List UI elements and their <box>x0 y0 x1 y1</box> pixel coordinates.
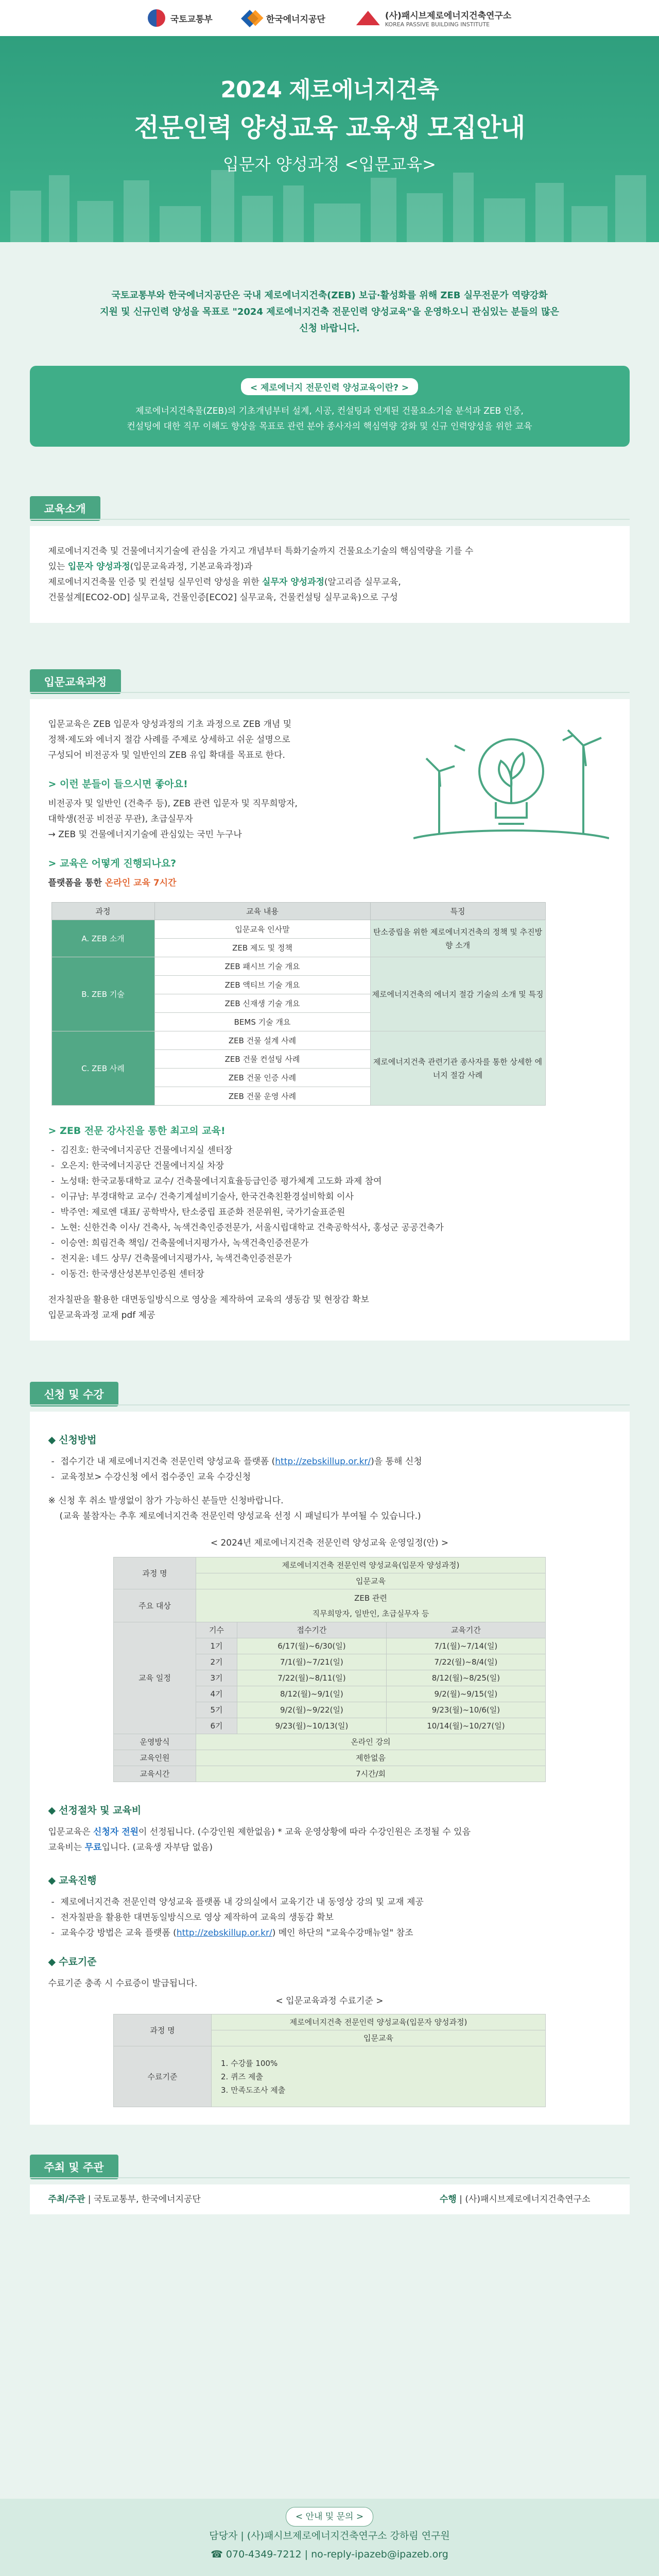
course-item: ZEB 패시브 기술 개요 <box>154 957 370 976</box>
course-table-header: 특징 <box>370 903 545 920</box>
korea-emblem-icon <box>148 9 165 27</box>
schedule-title: < 2024년 제로에너지건축 전문인력 양성교육 운영일정(안) > <box>210 1538 449 1548</box>
instructor-item: - 오은지: 한국에너지공단 건물에너지실 차장 <box>48 1158 611 1174</box>
section-header-org: 주최 및 주관 <box>30 2155 630 2178</box>
kea-mark-icon <box>244 9 261 27</box>
certificate-table-title: < 입문교육과정 수료기준 > <box>275 1996 384 2006</box>
course-feature: 제로에너지건축의 에너지 절감 기술의 소개 및 특징 <box>370 957 545 1031</box>
certificate-heading: ◆ 수료기준 <box>48 1954 611 1970</box>
course-feature: 탄소중립을 위한 제로에너지건축의 정책 및 추진방향 소개 <box>370 920 545 957</box>
schedule-row: 1기 6/17(월)~6/30(일) 7/1(월)~7/14(일) <box>114 1638 546 1654</box>
house-mark-icon <box>356 11 380 25</box>
course-item: ZEB 액티브 기술 개요 <box>154 976 370 994</box>
hero-title-main: 전문인력 양성교육 교육생 모집안내 <box>134 113 525 143</box>
summary-box: < 제로에너지 전문인력 양성교육이란? > 제로에너지건축물(ZEB)의 기초개념부터 설계, 시공, 컨설팅과 연계된 건물요소기술 분석과 ZEB 인증, 컨설팅에 대한 직무 이해도 향상을 목표로 관련 분야 종사자의 핵심역량 강화 및 신규 인력양성을 위한 교육 <box>30 366 630 447</box>
course-item: ZEB 신재생 기술 개요 <box>154 994 370 1013</box>
org-card: 주최/주관 | 국토교통부, 한국에너지공단 수행 | (사)패시브제로에너지건축연구소 <box>30 2184 630 2214</box>
apply-card: ◆ 신청방법 - 접수기간 내 제로에너지건축 전문인력 양성교육 플랫폼 (http://zebskillup.or.kr/)을 통해 신청 - 교육정보> 수강신청 에서 접수중인 교육 수강신청 ※ 신청 후 취소 발생없이 참가 가능하신 분들만 신청바랍니다. (교육 불참자는 추후 제로에너지건축 전문인력 양성교육 선정 시 패널티가 부여될 수 있습니다.) < 2024년 제로에너지건축 전문인력 양성교육 운영일정(안) > 과정 명 제로에너지건축 전문인력 양성교육(입문자 양성과정) 입문교육 주요 대상 ZEB 관련 직무희망자, 일반인, 초급실무자 등 교육 일정 기수 접수기간 교육기간 1기 6/17(월)~6/30(일) 7/1(월)~7/14(일) 2기 7/1(월)~7/21(일) 7/22(월)~8/4(일) 3기 7/22(월)~8/11(일) 8/12(월)~8/25(일) 4기 8/12(월)~9/1(일) 9/2(월)~9/15(일) 5기 9/2(월)~9/22(일) 9/23(월)~10/6(일) 6기 9/23(월)~10/13(일) 10/14(월)~10/27(일) 운영방식 온라인 강의 교육인원 제한없음 교육시간 7시간/회 ◆ 선정절차 및 교육비 입문교육은 신청자 전원이 선정됩니다. (수강인원 제한없음) * 교육 운영상황에 따라 수강인원은 조정될 수 있음 교육비는 무료입니다. (교육생 자부담 없음) ◆ 교육진행 - 제로에너지건축 전문인력 양성교육 플랫폼 내 강의실에서 교육기간 내 동영상 강의 및 교재 제공 - 전자칠판을 활용한 대면동일방식으로 영상 제작하여 교육의 생동감 확보 - 교육수강 방법은 교육 플랫폼 (http://zebskillup.or.kr/) 메인 하단의 "교육수강매뉴얼" 참조 ◆ 수료기준 수료기준 충족 시 수료증이 발급됩니다. < 입문교육과정 수료기준 > 과정 명 제로에너지건축 전문인력 양성교육(입문자 양성과정) 입문교육 수료기준 1. 수강률 100% 2. 퀴즈 제출 3. 만족도조사 제출 <box>30 1412 630 2125</box>
schedule-row: 4기 8/12(월)~9/1(일) 9/2(월)~9/15(일) <box>114 1686 546 1702</box>
course-area: A. ZEB 소개 <box>51 920 154 957</box>
course-item: ZEB 건물 인증 사례 <box>154 1069 370 1087</box>
instructor-item: - 노현: 신한건축 이사/ 건축사, 녹색건축인증전문가, 서울시립대학교 건축공학석사, 홍성군 공공건축가 <box>48 1220 611 1235</box>
course-item: ZEB 제도 및 정책 <box>154 939 370 957</box>
contact-person: 담당자 | (사)패시브제로에너지건축연구소 강하림 연구원 <box>209 2530 450 2541</box>
apply-method-heading: ◆ 신청방법 <box>48 1432 611 1448</box>
city-skyline-illustration <box>0 160 659 242</box>
instructor-item: - 이동건: 한국생산성본부인증원 센터장 <box>48 1266 611 1282</box>
section-header-apply: 신청 및 수강 <box>30 1382 630 1405</box>
hero-subtitle: 입문자 양성과정 <입문교육> <box>222 155 436 174</box>
certificate-table: 과정 명 제로에너지건축 전문인력 양성교육(입문자 양성과정) 입문교육 수료기준 1. 수강률 100% 2. 퀴즈 제출 3. 만족도조사 제출 <box>113 2014 546 2107</box>
course-table <box>51 902 546 1106</box>
schedule-row: 6기 9/23(월)~10/13(일) 10/14(월)~10/27(일) <box>114 1718 546 1734</box>
course-item: 입문교육 인사말 <box>154 920 370 939</box>
schedule-row: 3기 7/22(월)~8/11(일) 8/12(월)~8/25(일) <box>114 1670 546 1686</box>
instructor-item: - 전지윤: 네드 상무/ 건축물에너지평가사, 녹색건축인증전문가 <box>48 1251 611 1266</box>
instructor-item: - 이승연: 희림건축 책임/ 건축물에너지평가사, 녹색건축인증전문가 <box>48 1235 611 1251</box>
hero-banner <box>0 36 659 242</box>
instructor-item: - 노성태: 한국교통대학교 교수/ 건축물에너지효율등급인증 평가체계 고도화 과제 참여 <box>48 1174 611 1189</box>
intro-course-card: 입문교육은 ZEB 입문자 양성과정의 기초 과정으로 ZEB 개념 및 정책·제도와 에너지 절감 사례를 주제로 상세하고 쉬운 설명으로 구성되어 비전공자 및 일반인의 ZEB 유입 확대를 목표로 한다. > 이런 분들이 들으시면 좋아요! 비전공자 및 일반인 (건축주 등), ZEB 관련 입문자 및 직무희망자, 대학생(전공 비전공 무관), 초급실무자 → ZEB 및 건물에너지기술에 관심있는 국민 누구나 > 교육은 어떻게 진행되나요? 플랫폼을 통한 온라인 교육 7시간 과정 교육 내용 특징 A. ZEB 소개 입문교육 인사말 탄소중립을 위한 제로에너지건축의 정책 및 추진방향 소개 ZEB 제도 및 정책 B. ZEB 기술 ZEB 패시브 기술 개요 제로에너지건축의 에너지 절감 기술의 소개 및 특징 ZEB 액티브 기술 개요 ZEB 신재생 기술 개요 BEMS 기술 개요 C. ZEB 사례 ZEB 건물 설계 사례 제로에너지건축 관련기관 종사자를 통한 상세한 에너지 절감 사례 ZEB 건물 컨설팅 사례 ZEB 건물 인증 사례 ZEB 건물 운영 사례 > ZEB 전문 강사진을 통한 최고의 교육! - 김진호: 한국에너지공단 건물에너지실 센터장 - 오은지: 한국에너지공단 건물에너지실 차장 - 노성태: 한국교통대학교 교수/ 건축물에너지효율등급인증 평가체계 고도화 과제 참여 - 이규남: 부경대학교 교수/ 건축기계설비기술사, 한국건축친환경설비학회 이사 - 박주연: 제로엔 대표/ 공학박사, 탄소중립 표준화 전문위원, 국가기술표준원 - 노현: 신한건축 이사/ 건축사, 녹색건축인증전문가, 서울시립대학교 건축공학석사, 홍성군 공공건축가 - 이승연: 희림건축 책임/ 건축물에너지평가사, 녹색건축인증전문가 - 전지윤: 네드 상무/ 건축물에너지평가사, 녹색건축인증전문가 - 이동건: 한국생산성본부인증원 센터장 전자칠판을 활용한 대면동일방식으로 영상을 제작하여 교육의 생동감 및 현장감 확보 입문교육과정 교재 pdf 제공 <box>30 699 630 1341</box>
course-table-header: 교육 내용 <box>154 903 370 920</box>
summary-tag: < 제로에너지 전문인력 양성교육이란? > <box>241 378 418 395</box>
course-feature: 제로에너지건축 관련기관 종사자를 통한 상세한 에너지 절감 사례 <box>370 1031 545 1106</box>
hero-title-year: 2024 제로에너지건축 <box>220 77 439 103</box>
course-item: ZEB 건물 설계 사례 <box>154 1031 370 1050</box>
platform-link[interactable]: http://zebskillup.or.kr/ <box>275 1456 371 1467</box>
course-area: B. ZEB 기술 <box>51 957 154 1031</box>
instructor-item: - 김진호: 한국에너지공단 건물에너지실 센터장 <box>48 1143 611 1158</box>
course-item: BEMS 기술 개요 <box>154 1013 370 1031</box>
section-header-overview: 교육소개 <box>30 496 630 520</box>
schedule-row: 5기 9/2(월)~9/22(일) 9/23(월)~10/6(일) <box>114 1702 546 1718</box>
platform-link-2[interactable]: http://zebskillup.or.kr/ <box>176 1928 272 1938</box>
schedule-row: 2기 7/1(월)~7/21(일) 7/22(월)~8/4(일) <box>114 1654 546 1670</box>
overview-card: 제로에너지건축 및 건물에너지기술에 관심을 가지고 개념부터 특화기술까지 건물요소기술의 핵심역량을 기를 수 있는 입문자 양성과정(입문교육과정, 기본교육과정)과 제로에너지건축물 인증 및 컨설팅 실무인력 양성을 위한 실무자 양성과정(알고리즘 실무교육, 건물설계[ECO2-OD] 실무교육, 건물인증[ECO2] 실무교육, 건물컨설팅 실무교육)으로 구성 <box>30 526 630 623</box>
molit-logo: 국토교통부 <box>148 9 213 27</box>
target-heading: > 이런 분들이 들으시면 좋아요! <box>48 776 611 792</box>
how-heading: > 교육은 어떻게 진행되나요? <box>48 856 611 871</box>
instructor-item: - 이규남: 부경대학교 교수/ 건축기계설비기술사, 한국건축친환경설비학회 이사 <box>48 1189 611 1205</box>
schedule-table: 과정 명 제로에너지건축 전문인력 양성교육(입문자 양성과정) 입문교육 주요 대상 ZEB 관련 직무희망자, 일반인, 초급실무자 등 교육 일정 기수 접수기간 교육기간 1기 6/17(월)~6/30(일) 7/1(월)~7/14(일) 2기 7/1(월)~7/21(일) 7/22(월)~8/4(일) 3기 7/22(월)~8/11(일) 8/12(월)~8/25(일) 4기 8/12(월)~9/1(일) 9/2(월)~9/15(일) 5기 9/2(월)~9/22(일) 9/23(월)~10/6(일) 6기 9/23(월)~10/13(일) 10/14(월)~10/27(일) 운영방식 온라인 강의 교육인원 제한없음 교육시간 7시간/회 <box>113 1557 546 1782</box>
eco-lightbulb-illustration <box>413 709 609 854</box>
kpb-logo: (사)패시브제로에너지건축연구소 KOREA PASSIVE BUILDING INSTITUTE <box>356 8 511 28</box>
intro-text: 국토교통부와 한국에너지공단은 국내 제로에너지건축(ZEB) 보급·활성화를 위해 ZEB 실무전문가 역량강화 지원 및 신규인력 양성을 목표로 "2024 제로에너지건축 전문인력 양성교육"을 운영하오니 관심있는 분들의 많은 신청 바랍니다. <box>100 290 559 334</box>
section-header-intro-course: 입문교육과정 <box>30 669 630 693</box>
logo-bar <box>0 0 659 36</box>
contact-phone-email: ☎ 070-4349-7212 | no-reply-ipazeb@ipazeb.org <box>211 2549 448 2560</box>
course-area: C. ZEB 사례 <box>51 1031 154 1106</box>
course-table-header: 과정 <box>51 903 154 920</box>
progress-heading: ◆ 교육진행 <box>48 1873 611 1888</box>
selection-heading: ◆ 선정절차 및 교육비 <box>48 1803 611 1818</box>
instructors-heading: > ZEB 전문 강사진을 통한 최고의 교육! <box>48 1123 611 1139</box>
contact-footer <box>0 2499 659 2576</box>
kea-logo: 한국에너지공단 <box>244 9 325 27</box>
course-item: ZEB 건물 컨설팅 사례 <box>154 1050 370 1069</box>
contact-tag: < 안내 및 문의 > <box>286 2507 373 2527</box>
course-item: ZEB 건물 운영 사례 <box>154 1087 370 1106</box>
instructor-list <box>48 1143 611 1282</box>
instructor-item: - 박주연: 제로엔 대표/ 공학박사, 탄소중립 표준화 전문위원, 국가기술표준원 <box>48 1205 611 1220</box>
